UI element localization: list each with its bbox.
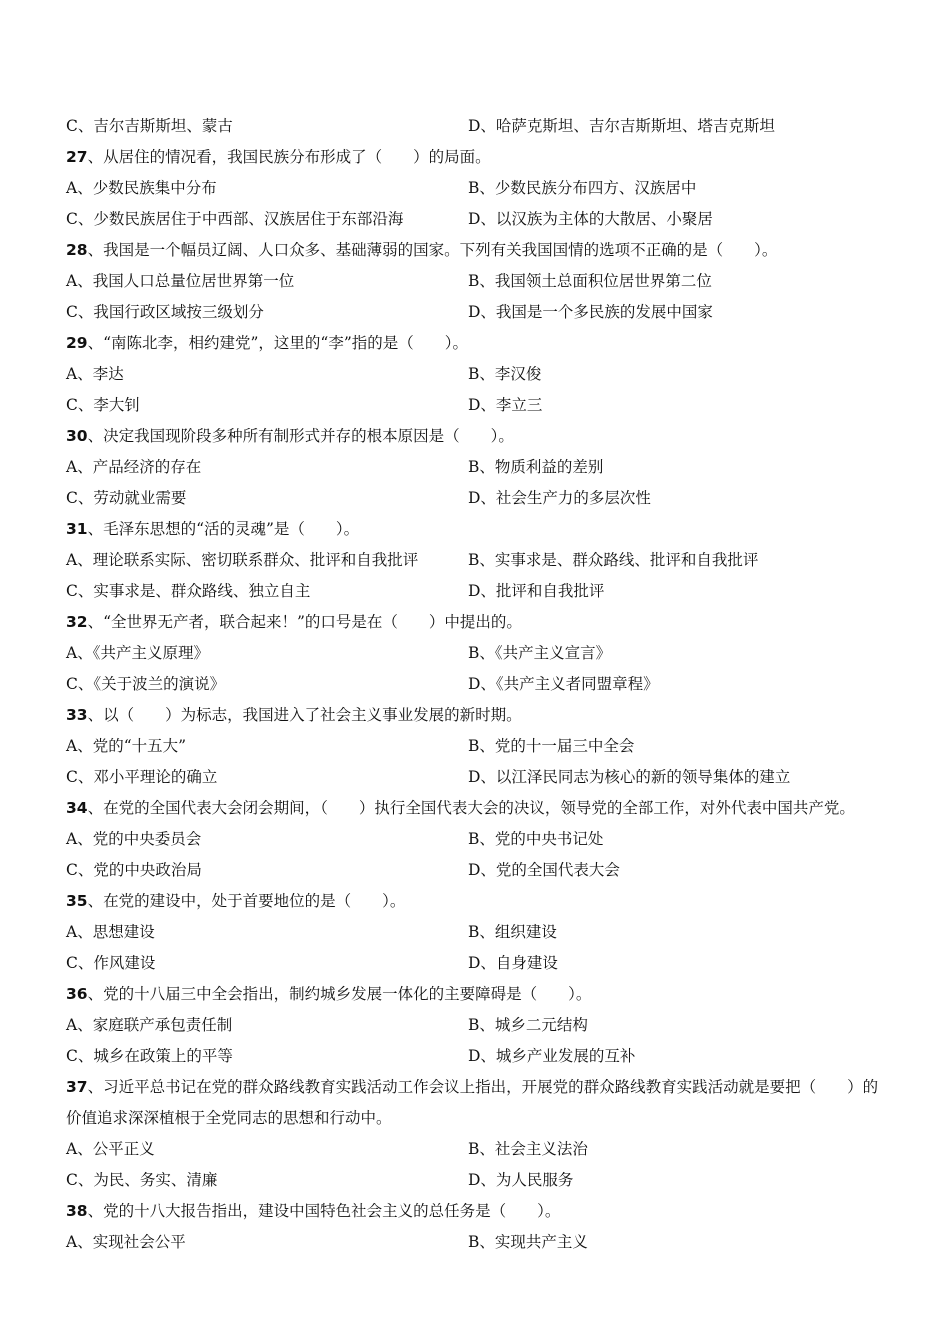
option-b: B、实事求是、群众路线、批评和自我批评 <box>468 551 759 569</box>
option-a: A、思想建设 <box>66 923 155 941</box>
question-text: 、在党的全国代表大会闭会期间，（ ）执行全国代表大会的决议，领导党的全部工作，对外代表中国共产党。 <box>87 799 855 817</box>
question-text: 、党的十八届三中全会指出，制约城乡发展一体化的主要障碍是（ ）。 <box>87 985 592 1003</box>
option-d: D、我国是一个多民族的发展中国家 <box>468 303 713 321</box>
question-list <box>66 142 886 1258</box>
option-a: A、家庭联产承包责任制 <box>66 1016 233 1034</box>
option-b: B、实现共产主义 <box>468 1233 588 1251</box>
option-b: B、少数民族分布四方、汉族居中 <box>468 179 697 197</box>
question-stem <box>66 979 886 1010</box>
option-b: B、我国领土总面积位居世界第二位 <box>468 272 712 290</box>
option-c: C、李大钊 <box>66 396 140 414</box>
question-text: 、我国是一个幅员辽阔、人口众多、基础薄弱的国家。下列有关我国国情的选项不正确的是（ ）。 <box>87 241 778 259</box>
option-d: D、批评和自我批评 <box>468 582 605 600</box>
option-d: D、以汉族为主体的大散居、小聚居 <box>468 210 713 228</box>
option-c: C、实事求是、群众路线、独立自主 <box>66 582 311 600</box>
question-number: 33 <box>66 706 88 724</box>
options-row <box>66 1227 886 1258</box>
option-d: D、为人民服务 <box>468 1171 574 1189</box>
question-stem <box>66 607 886 638</box>
question-stem <box>66 700 886 731</box>
question-text: 、“南陈北李，相约建党”，这里的“李”指的是（ ）。 <box>87 334 469 352</box>
question-text: 、决定我国现阶段多种所有制形式并存的根本原因是（ ）。 <box>87 427 514 445</box>
exam-page <box>66 111 886 1258</box>
question-stem <box>66 235 886 266</box>
option-c: C、《关于波兰的演说》 <box>66 675 226 693</box>
option-b: B、城乡二元结构 <box>468 1016 588 1034</box>
question-29 <box>66 328 886 421</box>
options-row <box>66 173 886 204</box>
question-stem <box>66 421 886 452</box>
option-d: D、哈萨克斯坦、吉尔吉斯斯坦、塔吉克斯坦 <box>468 117 775 135</box>
option-a: A、公平正义 <box>66 1140 155 1158</box>
options-row <box>66 948 886 979</box>
question-number: 36 <box>66 985 88 1003</box>
option-c: C、劳动就业需要 <box>66 489 187 507</box>
options-row <box>66 917 886 948</box>
option-a: A、理论联系实际、密切联系群众、批评和自我批评 <box>66 551 419 569</box>
options-row <box>66 1010 886 1041</box>
option-a: A、少数民族集中分布 <box>66 179 217 197</box>
option-c: C、党的中央政治局 <box>66 861 202 879</box>
question-34 <box>66 793 886 886</box>
option-d: D、党的全国代表大会 <box>468 861 620 879</box>
option-c: C、为民、务实、清廉 <box>66 1171 218 1189</box>
options-row <box>66 390 886 421</box>
question-37 <box>66 1072 886 1196</box>
question-stem <box>66 1072 886 1134</box>
option-b: B、李汉俊 <box>468 365 542 383</box>
option-c: C、城乡在政策上的平等 <box>66 1047 233 1065</box>
option-c: C、少数民族居住于中西部、汉族居住于东部沿海 <box>66 210 404 228</box>
question-number: 29 <box>66 334 88 352</box>
carryover-options <box>66 111 886 142</box>
option-b: B、物质利益的差别 <box>468 458 604 476</box>
question-32 <box>66 607 886 700</box>
question-38 <box>66 1196 886 1258</box>
options-row <box>66 204 886 235</box>
question-35 <box>66 886 886 979</box>
question-number: 30 <box>66 427 88 445</box>
question-number: 35 <box>66 892 88 910</box>
option-b: B、组织建设 <box>468 923 557 941</box>
question-number: 28 <box>66 241 88 259</box>
question-text: 、党的十八大报告指出，建设中国特色社会主义的总任务是（ ）。 <box>87 1202 561 1220</box>
question-31 <box>66 514 886 607</box>
option-d: D、以江泽民同志为核心的新的领导集体的建立 <box>468 768 791 786</box>
options-row <box>66 483 886 514</box>
option-b: B、党的十一届三中全会 <box>468 737 635 755</box>
question-28 <box>66 235 886 328</box>
question-27 <box>66 142 886 235</box>
question-stem <box>66 886 886 917</box>
question-text: 、从居住的情况看，我国民族分布形成了（ ）的局面。 <box>87 148 491 166</box>
option-a: A、李达 <box>66 365 124 383</box>
question-text: 、毛泽东思想的“活的灵魂”是（ ）。 <box>87 520 360 538</box>
options-row <box>66 359 886 390</box>
options-row <box>66 545 886 576</box>
question-stem <box>66 514 886 545</box>
question-30 <box>66 421 886 514</box>
question-number: 38 <box>66 1202 88 1220</box>
question-stem <box>66 793 886 824</box>
option-c: C、吉尔吉斯斯坦、蒙古 <box>66 117 233 135</box>
option-b: B、社会主义法治 <box>468 1140 588 1158</box>
option-d: D、李立三 <box>468 396 543 414</box>
question-text: 、以（ ）为标志，我国进入了社会主义事业发展的新时期。 <box>87 706 522 724</box>
options-row <box>66 731 886 762</box>
question-33 <box>66 700 886 793</box>
options-row <box>66 297 886 328</box>
option-c: C、邓小平理论的确立 <box>66 768 218 786</box>
options-row <box>66 638 886 669</box>
option-c: C、我国行政区域按三级划分 <box>66 303 264 321</box>
option-c: C、作风建设 <box>66 954 156 972</box>
option-b: B、党的中央书记处 <box>468 830 604 848</box>
options-row <box>66 576 886 607</box>
options-row <box>66 669 886 700</box>
question-stem <box>66 142 886 173</box>
option-d: D、自身建设 <box>468 954 558 972</box>
options-row <box>66 1134 886 1165</box>
options-row <box>66 762 886 793</box>
question-stem <box>66 1196 886 1227</box>
option-b: B、《共产主义宣言》 <box>468 644 612 662</box>
question-36 <box>66 979 886 1072</box>
options-row <box>66 452 886 483</box>
options-row <box>66 1165 886 1196</box>
question-number: 34 <box>66 799 88 817</box>
question-text: 、“全世界无产者，联合起来！”的口号是在（ ）中提出的。 <box>87 613 522 631</box>
question-number: 32 <box>66 613 88 631</box>
option-d: D、社会生产力的多层次性 <box>468 489 651 507</box>
options-row <box>66 855 886 886</box>
option-d: D、《共产主义者同盟章程》 <box>468 675 659 693</box>
option-a: A、实现社会公平 <box>66 1233 186 1251</box>
question-text: 、在党的建设中，处于首要地位的是（ ）。 <box>87 892 406 910</box>
options-row <box>66 1041 886 1072</box>
question-number: 31 <box>66 520 88 538</box>
options-row <box>66 824 886 855</box>
question-text: 、习近平总书记在党的群众路线教育实践活动工作会议上指出，开展党的群众路线教育实践活动就是要把（ ）的价值追求深深植根于全党同志的思想和行动中。 <box>66 1078 879 1127</box>
option-a: A、产品经济的存在 <box>66 458 202 476</box>
question-stem <box>66 328 886 359</box>
option-a: A、党的中央委员会 <box>66 830 202 848</box>
option-d: D、城乡产业发展的互补 <box>468 1047 636 1065</box>
question-number: 27 <box>66 148 88 166</box>
question-number: 37 <box>66 1078 88 1096</box>
option-a: A、我国人口总量位居世界第一位 <box>66 272 295 290</box>
options-row <box>66 266 886 297</box>
option-a: A、《共产主义原理》 <box>66 644 209 662</box>
option-a: A、党的“十五大” <box>66 737 187 755</box>
